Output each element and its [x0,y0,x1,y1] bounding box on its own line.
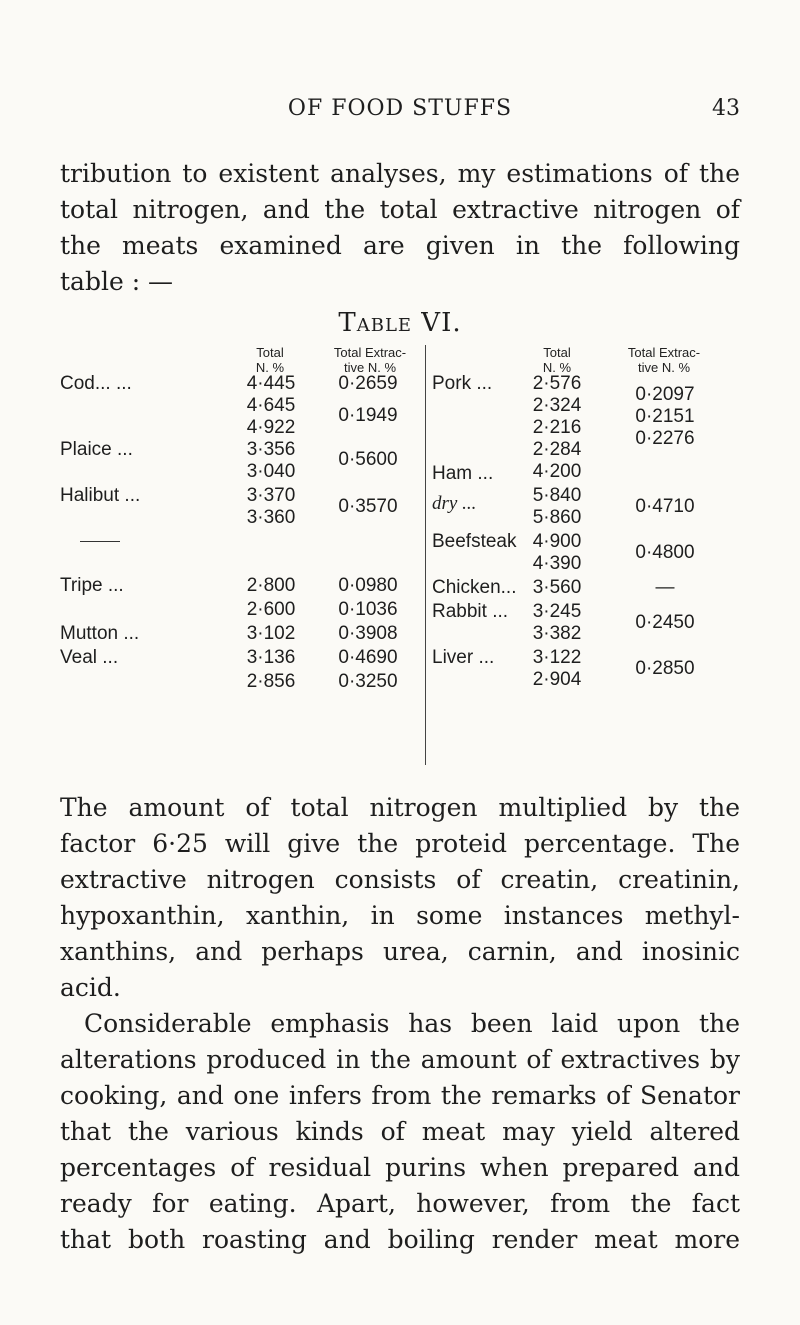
dash-divider [80,541,120,542]
row-label: Rabbit ... [432,601,509,622]
total-n-value: 4·445 [246,373,296,394]
extractive-n-value: 0·1036 [338,599,398,620]
intro-paragraph [60,156,740,300]
total-n-value: 2·856 [246,671,296,692]
total-n-value: 3·356 [246,439,296,460]
row-label: Tripe ... [60,575,124,596]
extractive-n-value: 0·3250 [338,671,398,692]
extractive-n-value: 0·1949 [338,405,398,426]
row-label-dry: dry ... [432,493,477,514]
extractive-n-value: 0·2276 [635,428,695,449]
extractive-n-value: 0·2450 [635,612,695,633]
total-n-value: 3·136 [246,647,296,668]
row-label: Pork ... [432,373,493,394]
row-label: Liver ... [432,647,495,668]
total-n-value: 2·600 [246,599,296,620]
column-header-total-n [225,345,315,375]
text-line: xanthins, and perhaps urea, carnin, and inosinic [60,937,740,966]
row-label: Chicken... [432,577,517,598]
text-line: percentages of residual purins when prepared and [60,1153,740,1182]
extractive-n-value: 0·2097 [635,384,695,405]
text-line: alterations produced in the amount of extractives by [60,1045,740,1074]
total-n-value: 3·382 [532,623,582,644]
header-line: tive N. % [637,360,690,375]
text-line: that both roasting and boiling render meat more [60,1225,740,1254]
total-n-value: 2·324 [532,395,582,416]
extractive-n-value: — [655,577,675,598]
extractive-n-value: 0·3908 [338,623,398,644]
extractive-n-value: 0·5600 [338,449,398,470]
text-line: extractive nitrogen consists of creatin, creatinin, [60,865,740,894]
text-line: ready for eating. Apart, however, from the fact [60,1189,740,1218]
page-header [0,96,800,136]
total-n-value: 3·360 [246,507,296,528]
extractive-n-value: 0·3570 [338,496,398,517]
text-line: total nitrogen, and the total extractive nitrogen of [60,195,740,224]
extractive-n-value: 0·0980 [338,575,398,596]
text-line: Considerable emphasis has been laid upon the [84,1009,740,1038]
text-line: The amount of total nitrogen multiplied by the [60,793,740,822]
header-line: tive N. % [343,360,396,375]
page-number: 43 [712,96,740,121]
header-line: N. % [255,360,285,375]
total-n-value: 4·390 [532,553,582,574]
table-title: Table VI. [338,308,462,338]
extractive-n-value: 0·4710 [635,496,695,517]
total-n-value: 2·904 [532,669,582,690]
row-label: Plaice ... [60,439,133,460]
header-line: Total [256,345,284,360]
total-n-value: 2·216 [532,417,582,438]
text-line: hypoxanthin, xanthin, in some instances methyl- [60,901,740,930]
header-line: Total Extrac- [333,345,407,360]
column-header-total-n [512,345,602,375]
row-label: Cod... ... [60,373,132,394]
total-n-value: 3·122 [532,647,582,668]
header-line: Total [543,345,571,360]
text-line: that the various kinds of meat may yield altered [60,1117,740,1146]
extractive-n-value: 0·4690 [338,647,398,668]
extractive-n-value: 0·2659 [338,373,398,394]
body-paragraph [60,790,740,1258]
row-label: Beefsteak [432,531,517,552]
text-line: acid. [60,973,121,1002]
header-line: Total Extrac- [627,345,701,360]
text-line: tribution to existent analyses, my estimations of the [60,159,740,188]
text-line: factor 6·25 will give the proteid percentage. The [60,829,740,858]
total-n-value: 4·900 [532,531,582,552]
text-line: table : — [60,267,174,296]
total-n-value: 3·102 [246,623,296,644]
total-n-value: 3·560 [532,577,582,598]
column-divider [425,345,426,765]
total-n-value: 5·840 [532,485,582,506]
total-n-value: 2·284 [532,439,582,460]
row-label: Halibut ... [60,485,141,506]
total-n-value: 2·576 [532,373,582,394]
total-n-value: 4·922 [246,417,296,438]
total-n-value: 4·200 [532,461,582,482]
text-line: the meats examined are given in the following [60,231,740,260]
extractive-n-value: 0·4800 [635,542,695,563]
total-n-value: 4·645 [246,395,296,416]
row-label: Veal ... [60,647,119,668]
header-line: N. % [542,360,572,375]
row-label: Ham ... [432,463,494,484]
extractive-n-value: 0·2850 [635,658,695,679]
extractive-n-value: 0·2151 [635,406,695,427]
total-n-value: 3·040 [246,461,296,482]
row-label: Mutton ... [60,623,140,644]
total-n-value: 5·860 [532,507,582,528]
running-title: OF FOOD STUFFS [287,96,513,121]
total-n-value: 2·800 [246,575,296,596]
total-n-value: 3·245 [532,601,582,622]
column-header-extractive-n [320,345,420,375]
total-n-value: 3·370 [246,485,296,506]
column-header-extractive-n [612,345,716,375]
text-line: cooking, and one infers from the remarks of Senator [60,1081,740,1110]
